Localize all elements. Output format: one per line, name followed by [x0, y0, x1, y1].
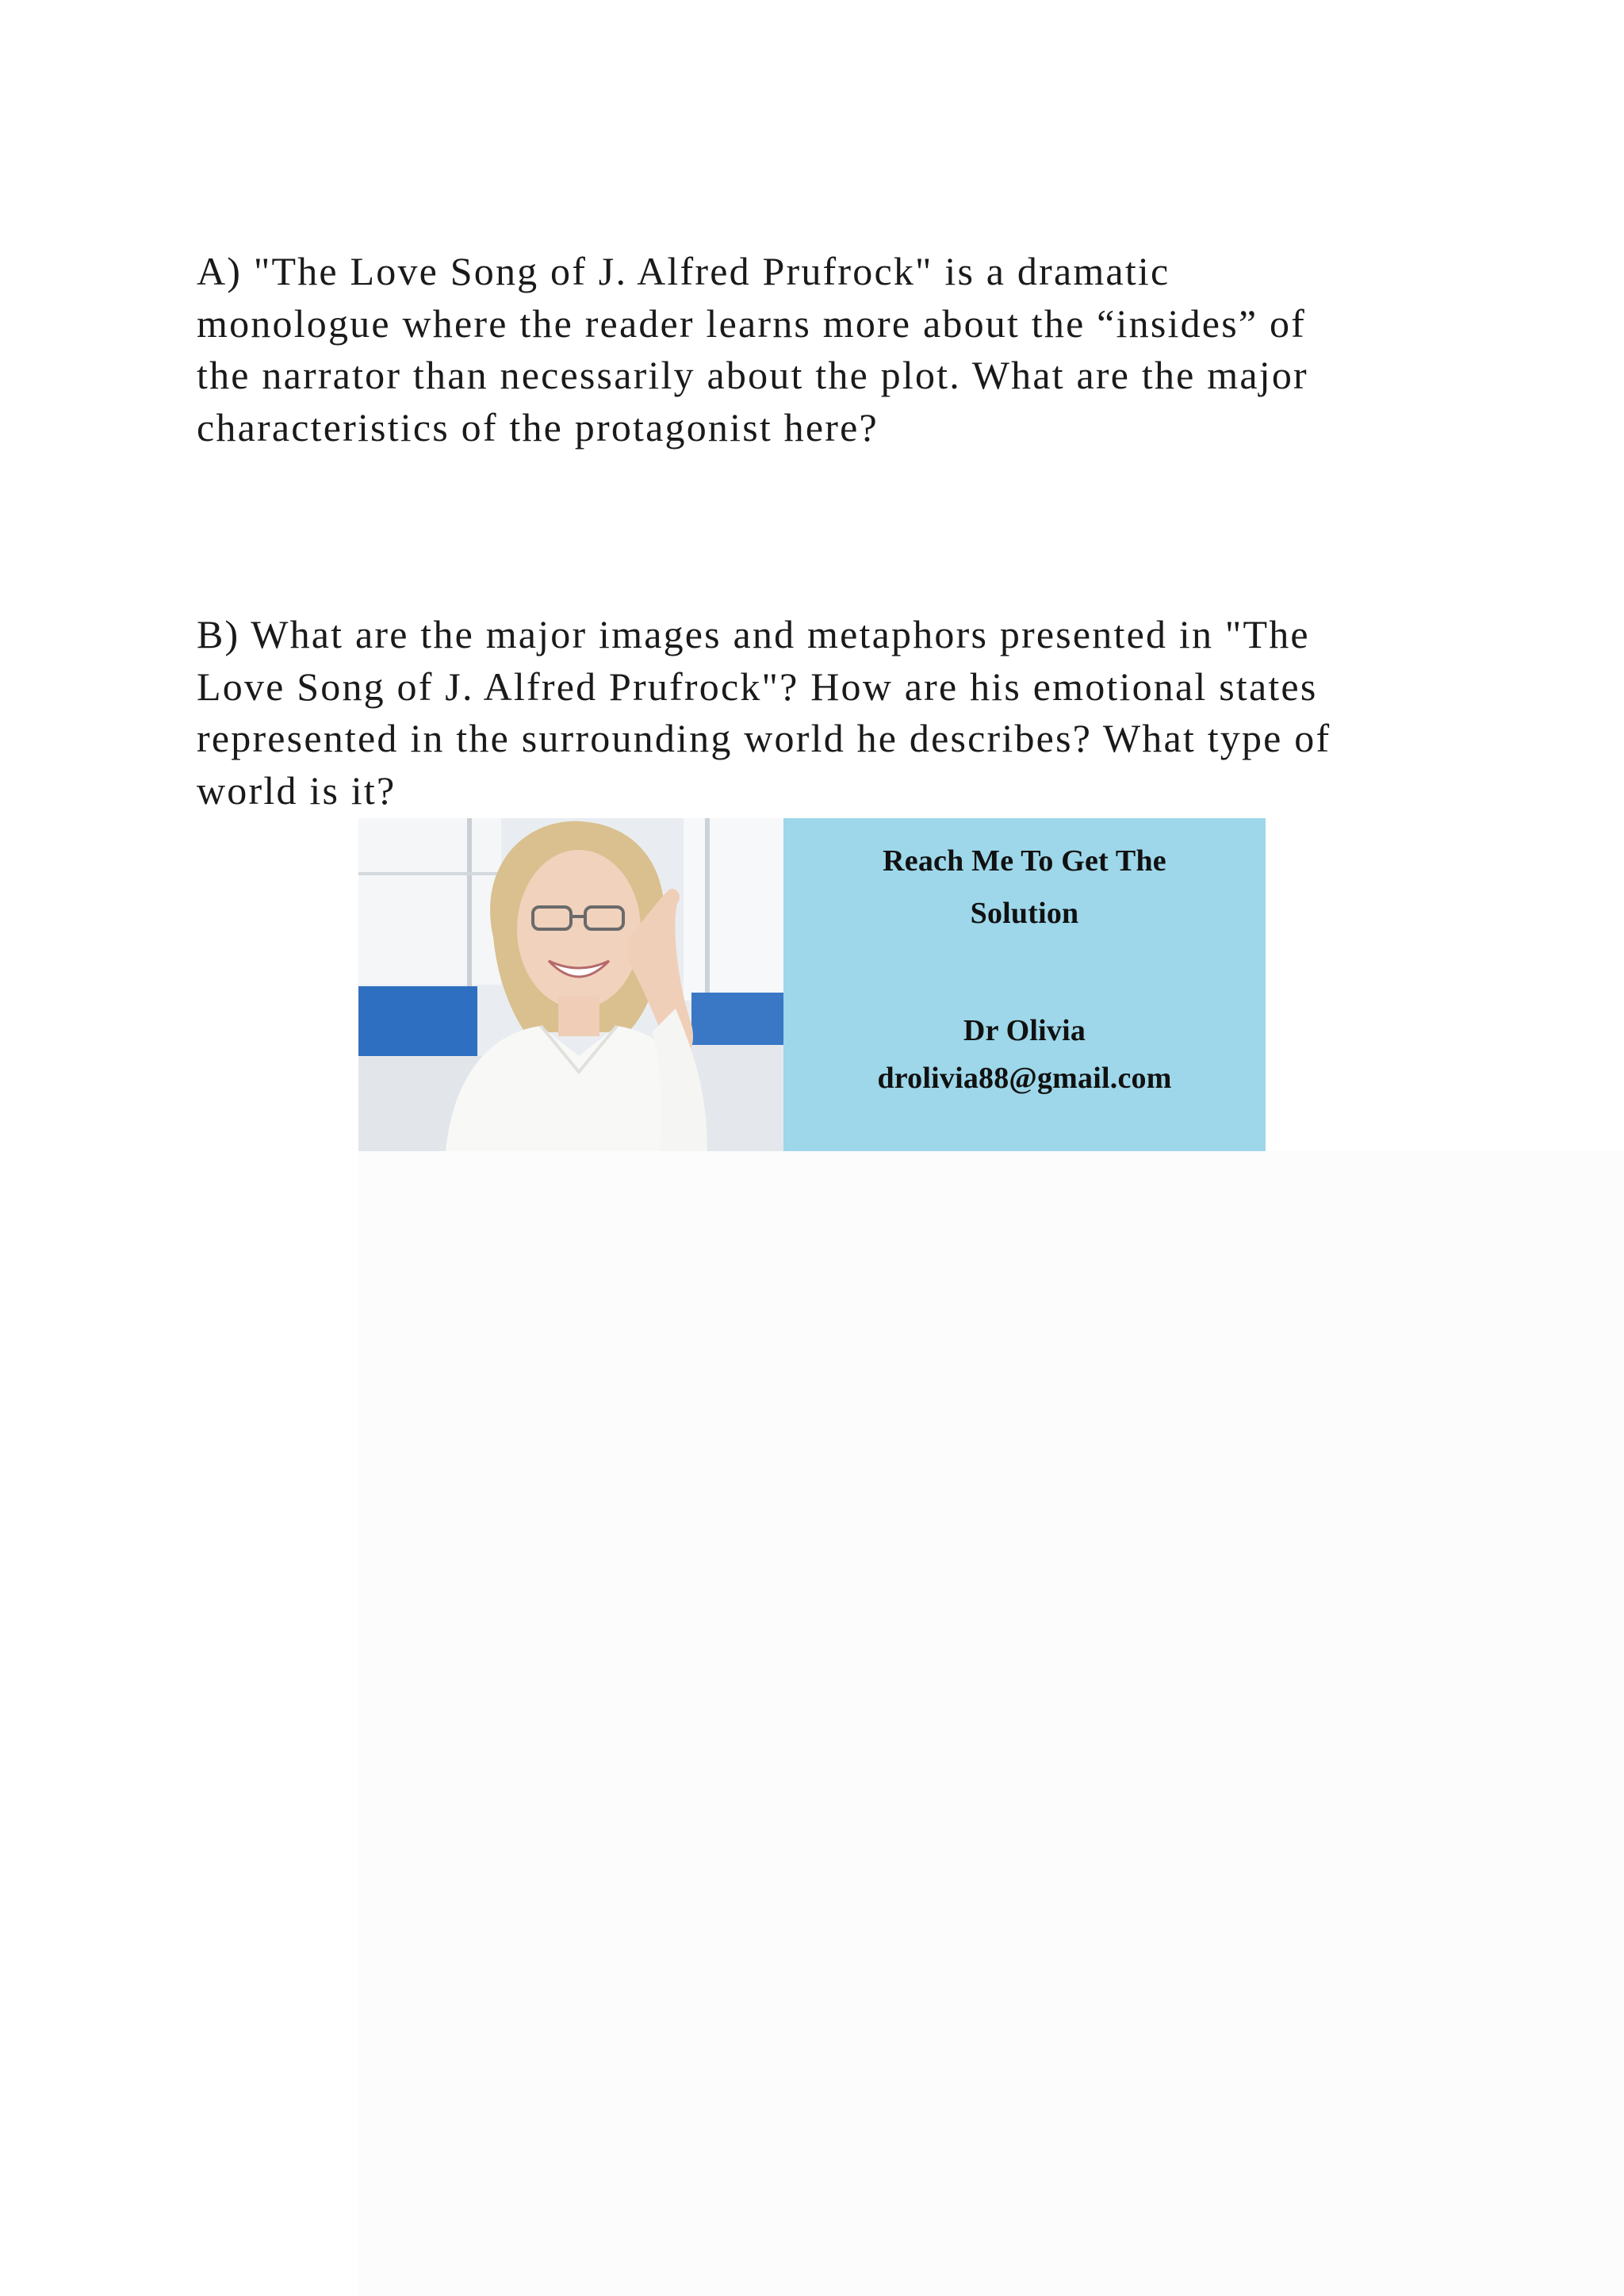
banner-photo — [358, 818, 783, 1151]
question-a-text: A) "The Love Song of J. Alfred Prufrock" is a dramatic monologue where the reader learns more about the “insides” of the narrator than necessarily about the plot. What are the major characteristics of the protagonist here? — [197, 249, 1308, 450]
card-heading-line1: Reach Me To Get The — [883, 844, 1166, 878]
contact-card — [783, 818, 1266, 1151]
question-b-text: B) What are the major images and metaphors presented in "The Love Song of J. Alfred Prufrock"? How are his emotional states represented in the surrounding world he describes? What type of world is it? — [197, 612, 1331, 813]
card-heading-line2: Solution — [970, 897, 1079, 930]
contact-banner — [358, 818, 1266, 1151]
background-shade — [358, 1151, 1624, 2296]
contact-name: Dr Olivia — [963, 1014, 1086, 1047]
contact-email: drolivia88@gmail.com — [877, 1062, 1172, 1095]
woman-photo-illustration — [358, 818, 783, 1151]
